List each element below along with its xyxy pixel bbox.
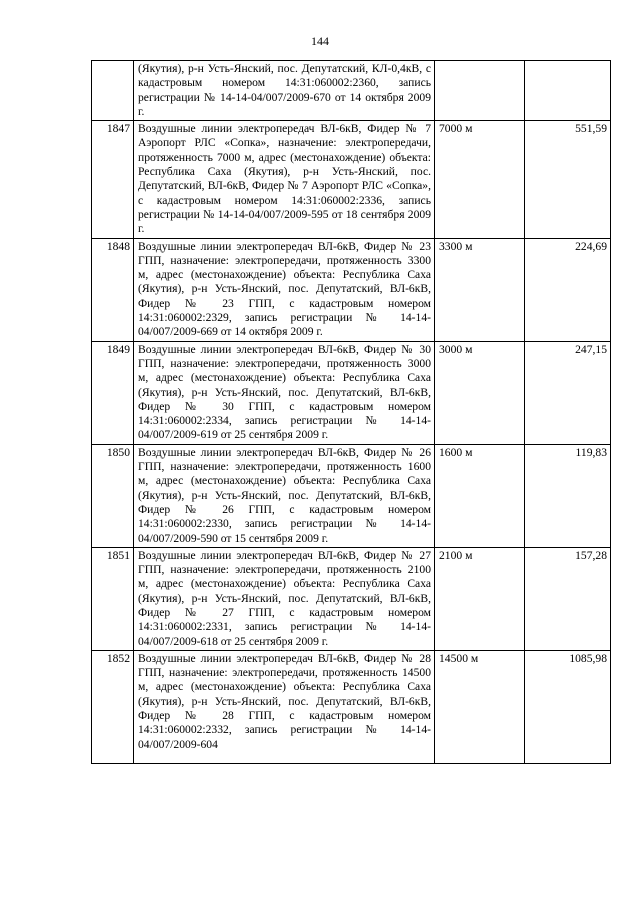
table-row <box>92 61 611 121</box>
row-value <box>525 61 611 121</box>
table-row <box>92 121 611 238</box>
row-description: Воздушные линии электропередач ВЛ-6кВ, Фидер № 26 ГПП, назначение: электропередачи, протяженность 1600 м, адрес (местонахождение) объекта: Республика Саха (Якутия), р-н Усть-Янский, пос. Депутатский, ВЛ-6кВ, Фидер № 26 ГПП, с кадастровым номером 14:31:060002:2330, запись регистрации № 14-14-04/007/2009-590 от 15 сентября 2009 г. <box>134 444 435 547</box>
row-number: 1849 <box>92 341 134 444</box>
row-description: (Якутия), р-н Усть-Янский, пос. Депутатский, КЛ-0,4кВ, с кадастровым номером 14:31:060002:2360, запись регистрации № 14-14-04/007/2009-670 от 14 октября 2009 г. <box>134 61 435 121</box>
table-row <box>92 547 611 650</box>
row-value: 224,69 <box>525 238 611 341</box>
property-registry-table <box>91 60 611 764</box>
table-row <box>92 238 611 341</box>
table-row <box>92 444 611 547</box>
row-number: 1848 <box>92 238 134 341</box>
row-length: 14500 м <box>435 650 525 763</box>
row-value: 119,83 <box>525 444 611 547</box>
row-length: 3000 м <box>435 341 525 444</box>
row-value: 157,28 <box>525 547 611 650</box>
row-value: 551,59 <box>525 121 611 238</box>
row-length: 2100 м <box>435 547 525 650</box>
row-description: Воздушные линии электропередач ВЛ-6кВ, Фидер № 23 ГПП, назначение: электропередачи, протяженность 3300 м, адрес (местонахождение) объекта: Республика Саха (Якутия), р-н Усть-Янский, пос. Депутатский, ВЛ-6кВ, Фидер № 23 ГПП, с кадастровым номером 14:31:060002:2329, запись регистрации № 14-14-04/007/2009-669 от 14 октября 2009 г. <box>134 238 435 341</box>
row-number: 1851 <box>92 547 134 650</box>
row-description: Воздушные линии электропередач ВЛ-6кВ, Фидер № 7 Аэропорт РЛС «Сопка», назначение: электропередачи, протяженность 7000 м, адрес (местонахождение) объекта: Республика Саха (Якутия), р-н Усть-Янский, пос. Депутатский, ВЛ-6кВ, Фидер № 7 Аэропорт РЛС «Сопка», с кадастровым номером 14:31:060002:2336, запись регистрации № 14-14-04/007/2009-595 от 18 сентября 2009 г. <box>134 121 435 238</box>
row-length: 1600 м <box>435 444 525 547</box>
row-description: Воздушные линии электропередач ВЛ-6кВ, Фидер № 28 ГПП, назначение: электропередачи, протяженность 14500 м, адрес (местонахождение) объекта: Республика Саха (Якутия), р-н Усть-Янский, пос. Депутатский, ВЛ-6кВ, Фидер № 28 ГПП, с кадастровым номером 14:31:060002:2332, запись регистрации № 14-14-04/007/2009-604 <box>134 650 435 763</box>
row-number <box>92 61 134 121</box>
row-value: 247,15 <box>525 341 611 444</box>
row-number: 1852 <box>92 650 134 763</box>
row-number: 1847 <box>92 121 134 238</box>
row-value: 1085,98 <box>525 650 611 763</box>
row-length: 3300 м <box>435 238 525 341</box>
table-row <box>92 650 611 763</box>
row-length <box>435 61 525 121</box>
page-number: 144 <box>311 34 329 48</box>
row-description: Воздушные линии электропередач ВЛ-6кВ, Фидер № 30 ГПП, назначение: электропередачи, протяженность 3000 м, адрес (местонахождение) объекта: Республика Саха (Якутия), р-н Усть-Янский, пос. Депутатский, ВЛ-6кВ, Фидер № 30 ГПП, с кадастровым номером 14:31:060002:2334, запись регистрации № 14-14-04/007/2009-619 от 25 сентября 2009 г. <box>134 341 435 444</box>
row-number: 1850 <box>92 444 134 547</box>
table-row <box>92 341 611 444</box>
row-description: Воздушные линии электропередач ВЛ-6кВ, Фидер № 27 ГПП, назначение: электропередачи, протяженность 2100 м, адрес (местонахождение) объекта: Республика Саха (Якутия), р-н Усть-Янский, пос. Депутатский, ВЛ-6кВ, Фидер № 27 ГПП, с кадастровым номером 14:31:060002:2331, запись регистрации № 14-14-04/007/2009-618 от 25 сентября 2009 г. <box>134 547 435 650</box>
row-length: 7000 м <box>435 121 525 238</box>
